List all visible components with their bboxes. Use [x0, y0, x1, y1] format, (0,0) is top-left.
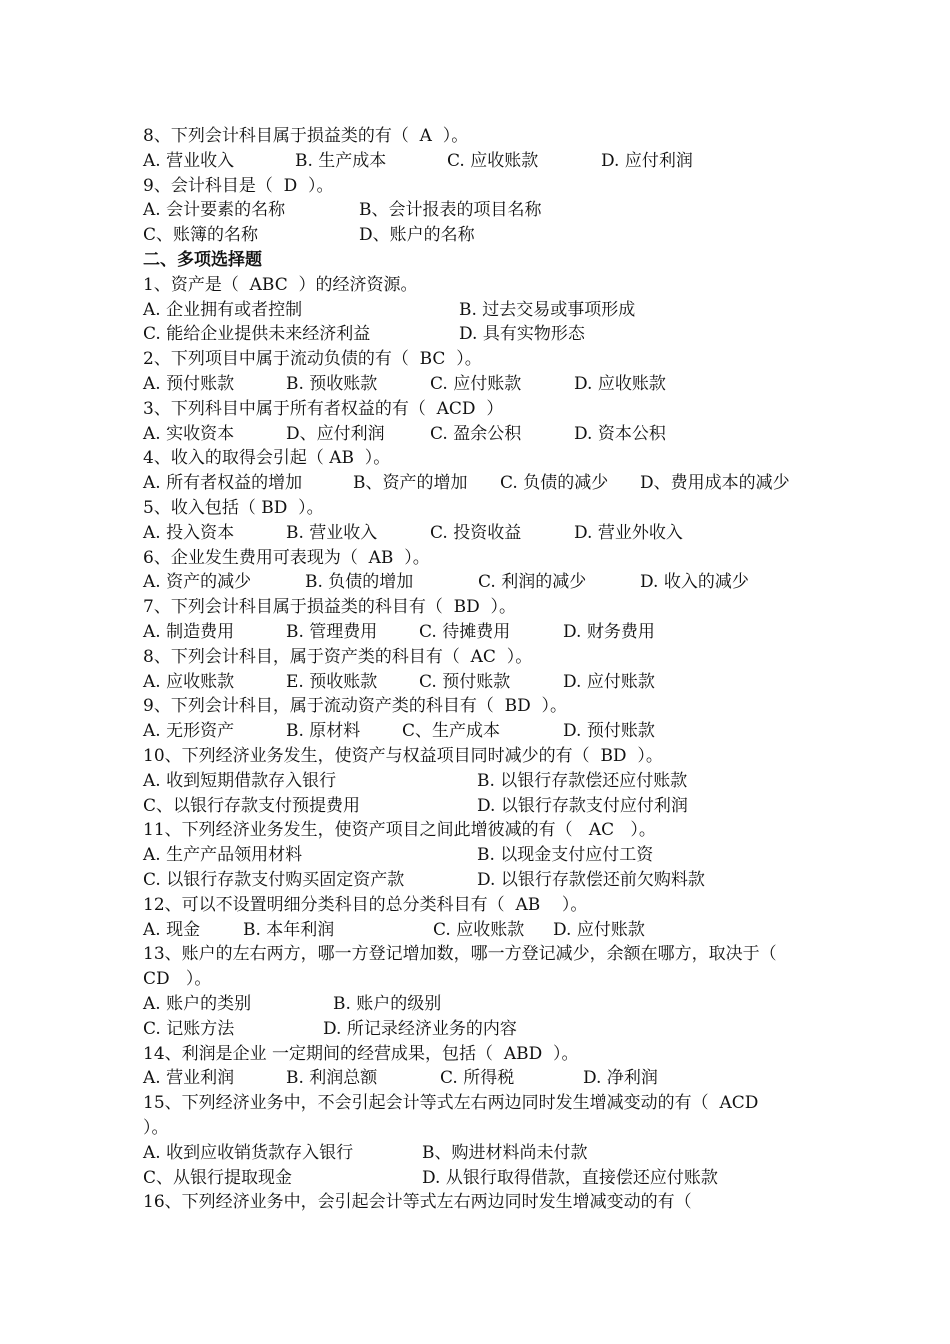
options-line: [143, 372, 840, 397]
options-line: [143, 670, 840, 695]
option-text: B. 管理费用: [286, 622, 378, 642]
option-text: C. 投资收益: [430, 522, 522, 543]
line-text: 7、下列会计科目属于损益类的科目有（ BD ）。: [143, 597, 517, 618]
option-text: C. 负债的减少: [500, 473, 609, 494]
option-text: A. 所有者权益的增加: [143, 473, 303, 494]
line-text: 2、下列项目中属于流动负债的有（ BC ）。: [143, 349, 482, 370]
line-text: 11、下列经济业务发生，使资产项目之间此增彼减的有（ AC ）。: [143, 820, 656, 841]
option-text: A. 收到应收销货款存入银行: [143, 1142, 354, 1163]
options-line: [143, 422, 840, 447]
line-text: CD ）。: [143, 969, 212, 990]
option-text: B. 原材料: [286, 721, 361, 742]
question-line: [143, 694, 840, 719]
options-line: [143, 794, 840, 819]
question-line: [143, 1116, 840, 1141]
option-text: B. 生产成本: [295, 150, 387, 171]
option-text: E. 预收账款: [286, 671, 378, 692]
question-line: [143, 124, 840, 149]
question-line: [143, 496, 840, 521]
options-line: [143, 843, 840, 868]
option-text: B. 负债的增加: [305, 572, 414, 593]
option-text: A. 投入资本: [143, 522, 235, 543]
line-text: 10、下列经济业务发生，使资产与权益项目同时减少的有（ BD ）。: [143, 746, 663, 766]
line-text: 二、多项选择题: [143, 250, 262, 270]
option-text: C、以银行存款支付预提费用: [143, 795, 361, 816]
option-text: A. 应收账款: [143, 671, 235, 692]
option-text: D. 以银行存款支付应付利润: [477, 795, 688, 816]
option-text: C. 盈余公积: [430, 423, 522, 444]
option-text: C、账簿的名称: [143, 225, 259, 246]
option-text: A. 账户的类别: [143, 994, 252, 1014]
options-line: [143, 298, 840, 323]
option-text: C. 应付账款: [430, 374, 522, 394]
option-text: D、账户的名称: [359, 225, 475, 246]
line-text: 12、可以不设置明细分类科目的总分类科目有（ AB ）。: [143, 894, 588, 915]
line-text: ）。: [143, 1118, 169, 1138]
option-text: C. 应收账款: [447, 150, 539, 171]
option-text: A. 会计要素的名称: [143, 200, 286, 221]
question-line: [143, 818, 840, 843]
option-text: D. 资本公积: [574, 423, 666, 444]
option-text: A. 实收资本: [143, 423, 235, 444]
line-text: 15、下列经济业务中，不会引起会计等式左右两边同时发生增减变动的有（ ACD: [143, 1093, 759, 1114]
question-line: [143, 744, 840, 769]
option-text: B、购进材料尚未付款: [422, 1142, 588, 1163]
option-text: B. 以现金支付应付工资: [477, 845, 654, 866]
line-text: 9、下列会计科目，属于流动资产类的科目有（ BD ）。: [143, 696, 568, 717]
question-line: [143, 397, 840, 422]
question-line: [143, 893, 840, 918]
options-line: [143, 570, 840, 595]
option-text: D. 以银行存款偿还前欠购料款: [477, 870, 705, 890]
options-line: [143, 521, 840, 546]
line-text: 6、企业发生费用可表现为（ AB ）。: [143, 547, 430, 568]
option-text: B. 账户的级别: [333, 994, 442, 1014]
question-line: [143, 1190, 840, 1215]
option-text: C. 所得税: [440, 1068, 515, 1089]
line-text: 16、下列经济业务中，会引起会计等式左右两边同时发生增减变动的有（: [143, 1192, 692, 1213]
option-text: A. 营业利润: [143, 1068, 235, 1089]
option-text: C、从银行提取现金: [143, 1167, 293, 1188]
options-line: [143, 769, 840, 794]
question-line: [143, 347, 840, 372]
option-text: A. 制造费用: [143, 622, 235, 642]
option-text: D. 应付账款: [563, 671, 655, 692]
option-text: D、费用成本的减少: [640, 473, 790, 494]
options-line: [143, 719, 840, 744]
question-line: [143, 1042, 840, 1067]
option-text: C. 以银行存款支付购买固定资产款: [143, 870, 405, 890]
option-text: D. 具有实物形态: [459, 324, 585, 345]
option-text: C. 能给企业提供未来经济利益: [143, 324, 371, 345]
question-line: [143, 546, 840, 571]
option-text: D. 应收账款: [574, 374, 666, 394]
option-text: D. 营业外收入: [574, 522, 683, 543]
option-text: A. 预付账款: [143, 374, 235, 394]
question-line: [143, 645, 840, 670]
question-line: [143, 595, 840, 620]
options-line: [143, 471, 840, 496]
option-text: D. 财务费用: [563, 622, 655, 642]
options-line: [143, 868, 840, 893]
option-text: D. 从银行取得借款，直接偿还应付账款: [422, 1167, 718, 1188]
line-text: 4、收入的取得会引起（ AB ）。: [143, 448, 391, 469]
option-text: A. 生产产品领用材料: [143, 845, 303, 866]
options-line: [143, 1017, 840, 1042]
line-text: 1、资产是（ ABC ）的经济资源。: [143, 274, 418, 295]
question-line: [143, 174, 840, 199]
options-line: [143, 918, 840, 943]
line-text: 8、下列会计科目，属于资产类的科目有（ AC ）。: [143, 646, 533, 667]
option-text: B、资产的增加: [353, 473, 468, 494]
question-line: [143, 942, 840, 967]
line-text: 13、账户的左右两方，哪一方登记增加数，哪一方登记减少，余额在哪方，取决于（: [143, 944, 777, 965]
option-text: D. 收入的减少: [640, 572, 749, 593]
option-text: D. 应付账款: [553, 919, 645, 940]
question-line: [143, 446, 840, 471]
line-text: 9、会计科目是（ D ）。: [143, 175, 334, 196]
line-text: 14、利润是企业 一定期间的经营成果，包括（ ABD ）。: [143, 1043, 579, 1064]
option-text: C、生产成本: [402, 721, 501, 742]
option-text: C. 记账方法: [143, 1018, 235, 1039]
option-text: B. 预收账款: [286, 374, 378, 394]
options-line: [143, 223, 840, 248]
option-text: D. 所记录经济业务的内容: [323, 1018, 517, 1039]
question-line: [143, 1091, 840, 1116]
option-text: C. 预付账款: [419, 671, 511, 692]
option-text: C. 待摊费用: [419, 622, 511, 642]
line-text: 3、下列科目中属于所有者权益的有（ ACD ）: [143, 398, 504, 419]
options-line: [143, 198, 840, 223]
option-text: B. 以银行存款偿还应付账款: [477, 770, 688, 791]
option-text: D、应付利润: [286, 423, 385, 444]
options-line: [143, 322, 840, 347]
options-line: [143, 1066, 840, 1091]
option-text: A. 现金: [143, 919, 201, 940]
option-text: D. 预付账款: [563, 721, 655, 742]
option-text: D. 应付利润: [601, 150, 693, 171]
option-text: D. 净利润: [583, 1068, 658, 1089]
option-text: C. 利润的减少: [478, 572, 587, 593]
option-text: B. 营业收入: [286, 522, 378, 543]
option-text: C. 应收账款: [433, 919, 525, 940]
option-text: B. 过去交易或事项形成: [459, 299, 636, 320]
option-text: B、会计报表的项目名称: [359, 200, 542, 221]
line-text: 8、下列会计科目属于损益类的有（ A ）。: [143, 126, 469, 146]
option-text: A. 资产的减少: [143, 572, 252, 593]
options-line: [143, 992, 840, 1017]
line-text: 5、收入包括（ BD ）。: [143, 498, 324, 518]
option-text: A. 无形资产: [143, 721, 235, 742]
options-line: [143, 620, 840, 645]
option-text: B. 本年利润: [243, 919, 335, 940]
question-line: [143, 273, 840, 298]
option-text: A. 营业收入: [143, 150, 235, 171]
options-line: [143, 1166, 840, 1191]
option-text: A. 企业拥有或者控制: [143, 299, 303, 320]
section-heading: [143, 248, 840, 273]
options-line: [143, 1141, 840, 1166]
option-text: B. 利润总额: [286, 1068, 378, 1089]
question-line: [143, 967, 840, 992]
options-line: [143, 149, 840, 174]
option-text: A. 收到短期借款存入银行: [143, 770, 337, 791]
